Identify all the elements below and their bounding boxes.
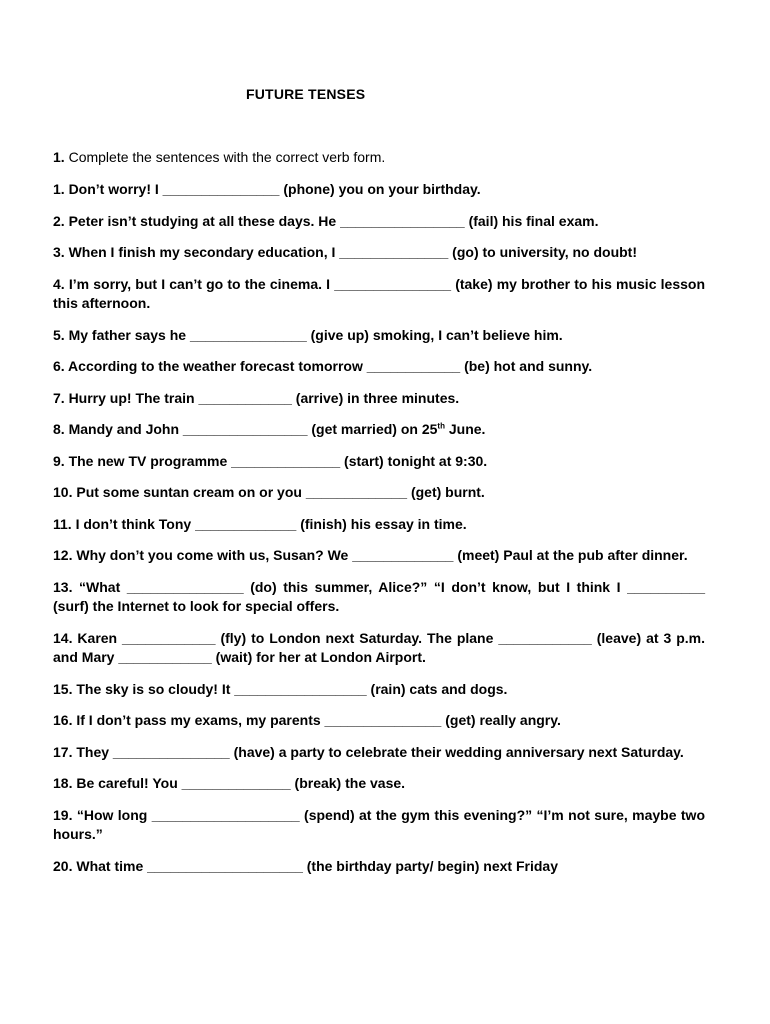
exercise-item-10: 10. Put some suntan cream on or you _____________ (get) burnt.: [53, 484, 485, 500]
exercise-item-20: 20. What time ____________________ (the birthday party/ begin) next Friday: [53, 857, 558, 874]
exercise-item-12: 12. Why don’t you come with us, Susan? We _____________ (meet) Paul at the pub after dinner.: [53, 547, 688, 563]
exercise-item-11: 11. I don’t think Tony _____________ (finish) his essay in time.: [53, 515, 467, 532]
exercise-item-8-end: June.: [444, 421, 486, 437]
exercise-item-15: 15. The sky is so cloudy! It _________________ (rain) cats and dogs.: [53, 680, 508, 697]
exercise-item-8: [53, 420, 705, 440]
exercise-item-2: 2. Peter isn’t studying at all these days. He ________________ (fail) his final exam.: [53, 212, 599, 229]
exercise-number: 1.: [53, 149, 65, 165]
page-title: FUTURE TENSES: [246, 86, 366, 102]
exercise-item-8-main: 8. Mandy and John ________________ (get married) on 25: [53, 421, 438, 437]
exercise-item-14: 14. Karen ____________ (fly) to London next Saturday. The plane ____________ (leave) at 3 p.m. and Mary ____________ (wait) for her at London Airport.: [53, 629, 705, 665]
exercise-instruction-text: Complete the sentences with the correct verb form.: [68, 149, 386, 165]
exercise-item-3: 3. When I finish my secondary education, I ______________ (go) to university, no doubt!: [53, 244, 638, 260]
exercise-item-1: 1. Don’t worry! I _______________ (phone) you on your birthday.: [53, 181, 481, 197]
exercise-instruction: [53, 149, 385, 165]
exercise-item-13: 13. “What _______________ (do) this summer, Alice?” “I don’t know, but I think I __________ (surf) the Internet to look for special offers.: [53, 578, 705, 614]
exercise-item-17: 17. They _______________ (have) a party to celebrate their wedding anniversary next Saturday.: [53, 743, 684, 760]
exercise-item-18: 18. Be careful! You ______________ (break) the vase.: [53, 775, 406, 791]
exercise-item-16: 16. If I don’t pass my exams, my parents _______________ (get) really angry.: [53, 712, 561, 728]
exercise-item-6: 6. According to the weather forecast tomorrow ____________ (be) hot and sunny.: [53, 358, 593, 374]
ordinal-suffix: th: [437, 421, 445, 431]
exercise-item-5: 5. My father says he _______________ (give up) smoking, I can’t believe him.: [53, 326, 563, 343]
exercise-item-19: 19. “How long ___________________ (spend) at the gym this evening?” “I’m not sure, maybe two hours.”: [53, 806, 705, 842]
exercise-item-7: 7. Hurry up! The train ____________ (arrive) in three minutes.: [53, 389, 460, 406]
exercise-items: [53, 180, 705, 888]
exercise-item-4: 4. I’m sorry, but I can’t go to the cinema. I _______________ (take) my brother to his music lesson this afternoon.: [53, 275, 705, 311]
exercise-item-9: 9. The new TV programme ______________ (start) tonight at 9:30.: [53, 452, 488, 469]
